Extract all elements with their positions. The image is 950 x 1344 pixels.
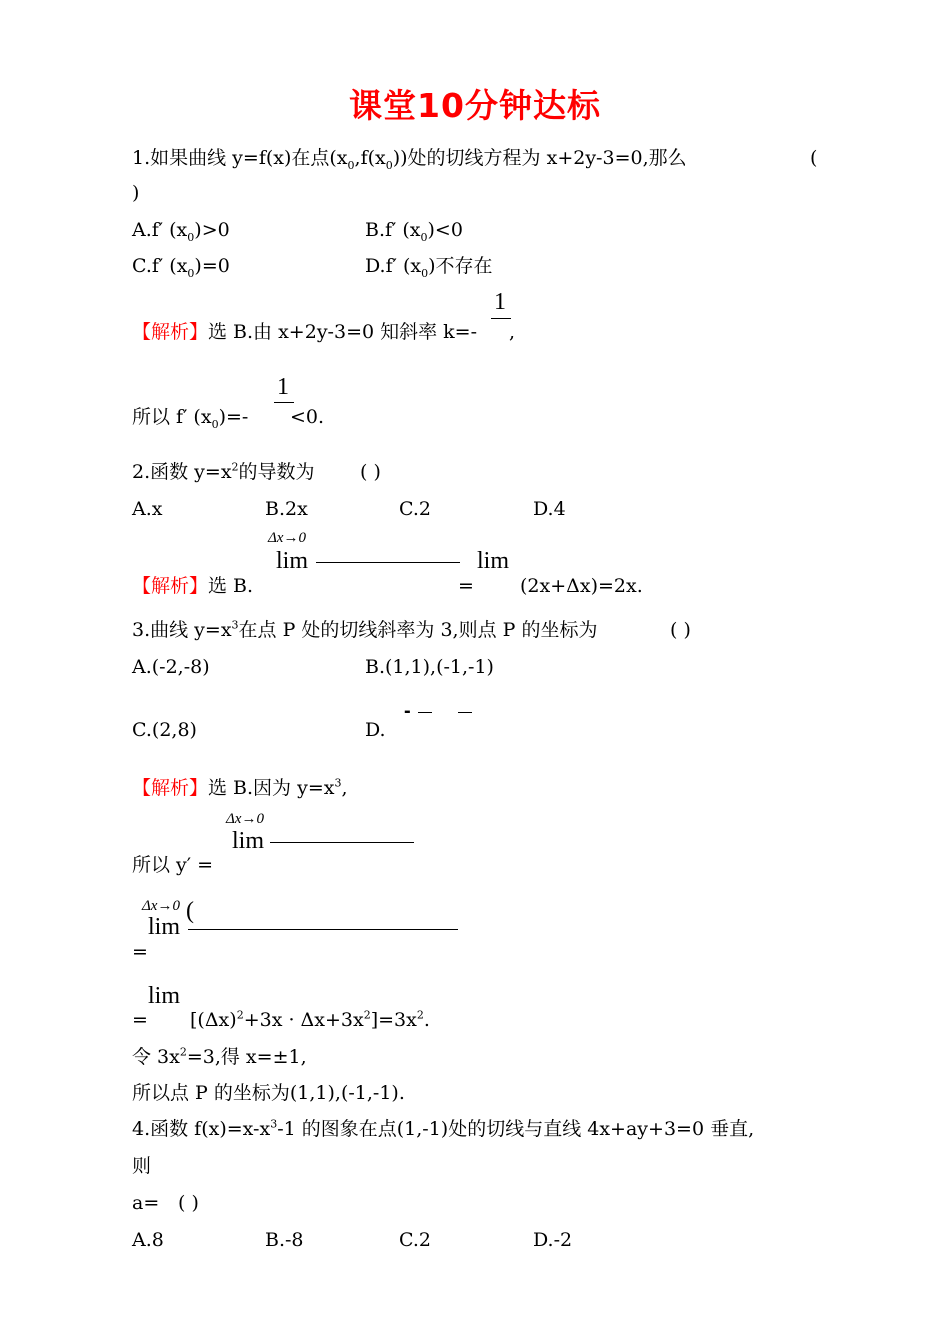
q2-stem: 2.函数 $y=x^2$的导数为	[132, 460, 315, 483]
q3-paren: ( )	[670, 619, 691, 641]
page-title: 课堂10分钟达标	[349, 86, 601, 125]
q1-solution-line2: 所以 f′ $(x_0)=-$	[132, 406, 249, 431]
q3-limit-subscript-2: Δx→0	[142, 898, 180, 914]
q1-option-a: A.f′ $(x_0)>0$	[132, 219, 230, 244]
q3-solution-line4: 令 $3x^2=3$,得 x=±1,	[132, 1045, 307, 1068]
q1-fraction-numerator: 1	[494, 289, 506, 315]
q1-solution-comma: ,	[509, 321, 516, 343]
q2-fraction-bar	[316, 562, 460, 563]
q1-stem: 1.如果曲线 y=f(x)在点$(x_0,f(x_0))$处的切线方程为 x+2y-3=0,那么	[132, 147, 687, 172]
q2-solution-tail: (2x+Δx)=2x.	[520, 575, 643, 597]
q4-stem: 4.函数 $f(x)=x-x^3-1$ 的图象在点(1,-1)处的切线与直线 4x+ay+3=0 垂直,	[132, 1117, 755, 1140]
q3-option-d-bar-2	[458, 712, 472, 713]
q1-paren-open: (	[810, 147, 818, 169]
q1-fraction-bar	[491, 318, 511, 319]
q3-option-d: D.	[365, 719, 386, 741]
q3-solution-line1: 所以 y′ =	[132, 854, 214, 876]
q4-stem-line3: a=	[132, 1192, 160, 1214]
q3-open-paren: (	[186, 898, 194, 924]
q2-limit-subscript: Δx→0	[268, 530, 306, 546]
q1-fraction2-bar	[274, 402, 294, 403]
q3-option-c: C.(2,8)	[132, 719, 197, 741]
q2-paren: ( )	[360, 461, 381, 483]
q2-equals: =	[458, 575, 474, 597]
q3-equals-2: =	[132, 1009, 148, 1031]
q3-solution-line3: $[(\Delta x)^2+3x \cdot \Delta x+3x^2]=3x^2$.	[190, 1008, 430, 1031]
q1-paren-close: )	[132, 182, 140, 204]
q3-solution-line5: 所以点 P 的坐标为(1,1),(-1,-1).	[132, 1082, 405, 1104]
q4-stem-line2: 则	[132, 1155, 152, 1177]
q1-solution-line2-tail: <0.	[290, 406, 325, 428]
q3-solution: 【解析】选 B.因为 $y=x^3$,	[132, 776, 348, 799]
solution-tag: 【解析】	[132, 321, 209, 343]
q4-paren: ( )	[178, 1192, 199, 1214]
q2-option-b: B.2x	[265, 498, 308, 520]
q2-limit-2: lim	[477, 548, 510, 574]
q1-option-d: D.f′ $(x_0)$不存在	[365, 255, 493, 280]
q2-option-a: A.x	[132, 498, 163, 520]
q3-limit-1: lim	[232, 828, 265, 854]
q3-fraction-bar-1	[270, 842, 414, 843]
q3-limit-2: lim	[148, 914, 181, 940]
solution-tag: 【解析】	[132, 777, 209, 799]
q3-option-a: A.(-2,-8)	[132, 656, 210, 678]
q3-option-d-bar-1	[418, 712, 432, 713]
q3-option-d-minus: -	[404, 700, 411, 722]
q3-limit-subscript-1: Δx→0	[226, 811, 264, 827]
q1-option-c: C.f′ $(x_0)=0$	[132, 255, 230, 280]
q3-fraction-bar-2	[188, 929, 458, 930]
q4-option-b: B.-8	[265, 1229, 304, 1251]
q2-option-d: D.4	[533, 498, 566, 520]
q4-option-a: A.8	[132, 1229, 164, 1251]
q3-option-b: B.(1,1),(-1,-1)	[365, 656, 494, 678]
q3-stem: 3.曲线 $y=x^3$在点 P 处的切线斜率为 3,则点 P 的坐标为	[132, 618, 598, 641]
q2-solution: 【解析】选 B.	[132, 575, 254, 597]
q4-option-c: C.2	[399, 1229, 431, 1251]
solution-tag: 【解析】	[132, 575, 209, 597]
q1-option-b: B.f′ $(x_0)<0$	[365, 219, 463, 244]
q1-solution: 【解析】选 B.由 x+2y-3=0 知斜率 k=-	[132, 321, 478, 343]
q2-option-c: C.2	[399, 498, 431, 520]
q3-equals-1: =	[132, 941, 148, 963]
q2-limit-1: lim	[276, 548, 309, 574]
q1-fraction2-numerator: 1	[277, 374, 289, 400]
q4-option-d: D.-2	[533, 1229, 573, 1251]
q3-limit-3: lim	[148, 983, 181, 1009]
